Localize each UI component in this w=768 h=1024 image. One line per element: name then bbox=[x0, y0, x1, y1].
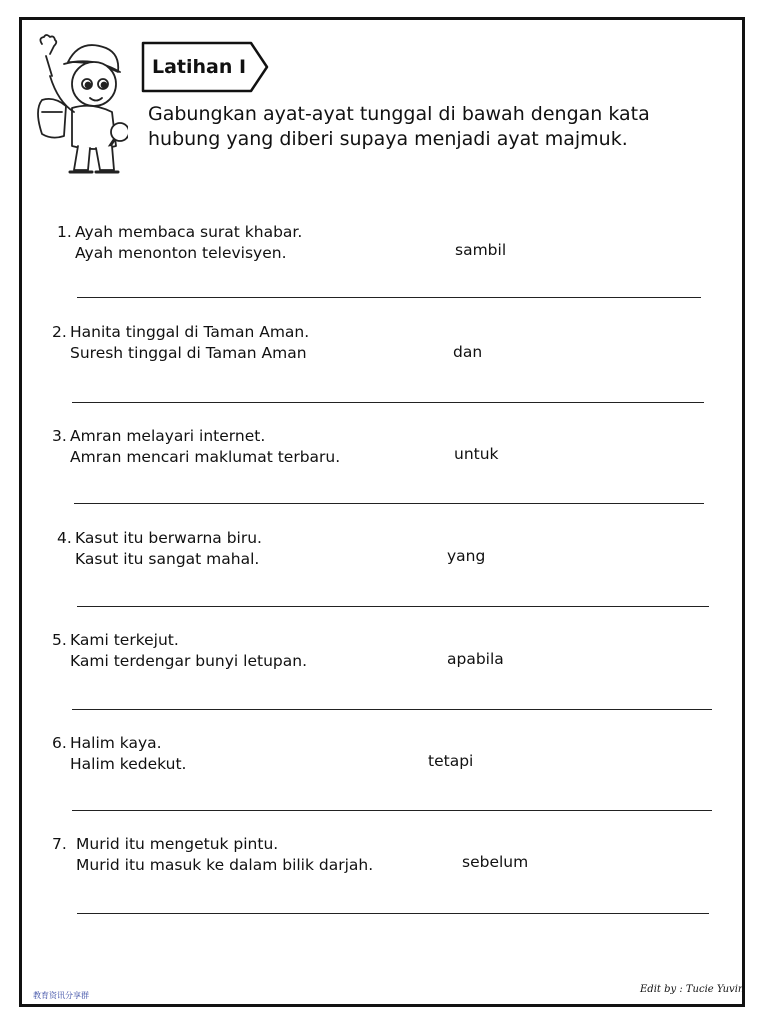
question-2 bbox=[52, 322, 309, 364]
conjunction-word: apabila bbox=[447, 650, 504, 668]
editor-signature: Edit by : Tucie Yuvin bbox=[640, 984, 745, 995]
conjunction-word: dan bbox=[453, 343, 483, 361]
sentence-2: Suresh tinggal di Taman Aman bbox=[70, 344, 307, 362]
question-number: 3. bbox=[52, 427, 67, 445]
answer-line[interactable] bbox=[77, 297, 701, 298]
sentence-1: Amran melayari internet. bbox=[70, 427, 266, 445]
question-6 bbox=[52, 733, 186, 775]
conjunction-word: sambil bbox=[455, 241, 507, 259]
answer-line[interactable] bbox=[72, 709, 712, 710]
conjunction-word: untuk bbox=[454, 445, 499, 463]
sentence-1: Halim kaya. bbox=[70, 734, 162, 752]
question-number: 5. bbox=[52, 631, 67, 649]
sentence-2: Ayah menonton televisyen. bbox=[75, 244, 287, 262]
answer-line[interactable] bbox=[72, 402, 704, 403]
question-number: 6. bbox=[52, 734, 67, 752]
question-3 bbox=[52, 426, 340, 468]
sentence-1: Ayah membaca surat khabar. bbox=[75, 223, 303, 241]
question-number: 1. bbox=[57, 223, 72, 241]
answer-line[interactable] bbox=[72, 810, 712, 811]
question-number: 4. bbox=[57, 529, 72, 547]
question-1 bbox=[57, 222, 302, 264]
question-number: 7. bbox=[52, 835, 67, 853]
conjunction-word: sebelum bbox=[462, 853, 529, 871]
instruction-line-1: Gabungkan ayat-ayat tunggal di bawah dengan kata bbox=[148, 103, 650, 125]
instruction-line-2: hubung yang diberi supaya menjadi ayat majmuk. bbox=[148, 128, 628, 150]
exercise-title: Latihan I bbox=[152, 56, 247, 78]
question-4 bbox=[57, 528, 262, 570]
sentence-1: Kasut itu berwarna biru. bbox=[75, 529, 262, 547]
sentence-2: Amran mencari maklumat terbaru. bbox=[70, 448, 341, 466]
answer-line[interactable] bbox=[77, 913, 709, 914]
question-number: 2. bbox=[52, 323, 67, 341]
answer-line[interactable] bbox=[77, 606, 709, 607]
conjunction-word: yang bbox=[447, 547, 486, 565]
sentence-1: Murid itu mengetuk pintu. bbox=[76, 835, 279, 853]
answer-line[interactable] bbox=[74, 503, 704, 504]
sentence-2: Kasut itu sangat mahal. bbox=[75, 550, 260, 568]
conjunction-word: tetapi bbox=[428, 752, 474, 770]
footer-source-label: 教育资讯分享群 bbox=[33, 991, 89, 1000]
question-7 bbox=[52, 834, 373, 876]
question-5 bbox=[52, 630, 307, 672]
sentence-1: Hanita tinggal di Taman Aman. bbox=[70, 323, 310, 341]
sentence-1: Kami terkejut. bbox=[70, 631, 179, 649]
sentence-2: Halim kedekut. bbox=[70, 755, 187, 773]
sentence-2: Kami terdengar bunyi letupan. bbox=[70, 652, 307, 670]
child-explorer-illustration bbox=[28, 32, 128, 182]
sentence-2: Murid itu masuk ke dalam bilik darjah. bbox=[76, 856, 374, 874]
instruction-text bbox=[148, 102, 708, 152]
